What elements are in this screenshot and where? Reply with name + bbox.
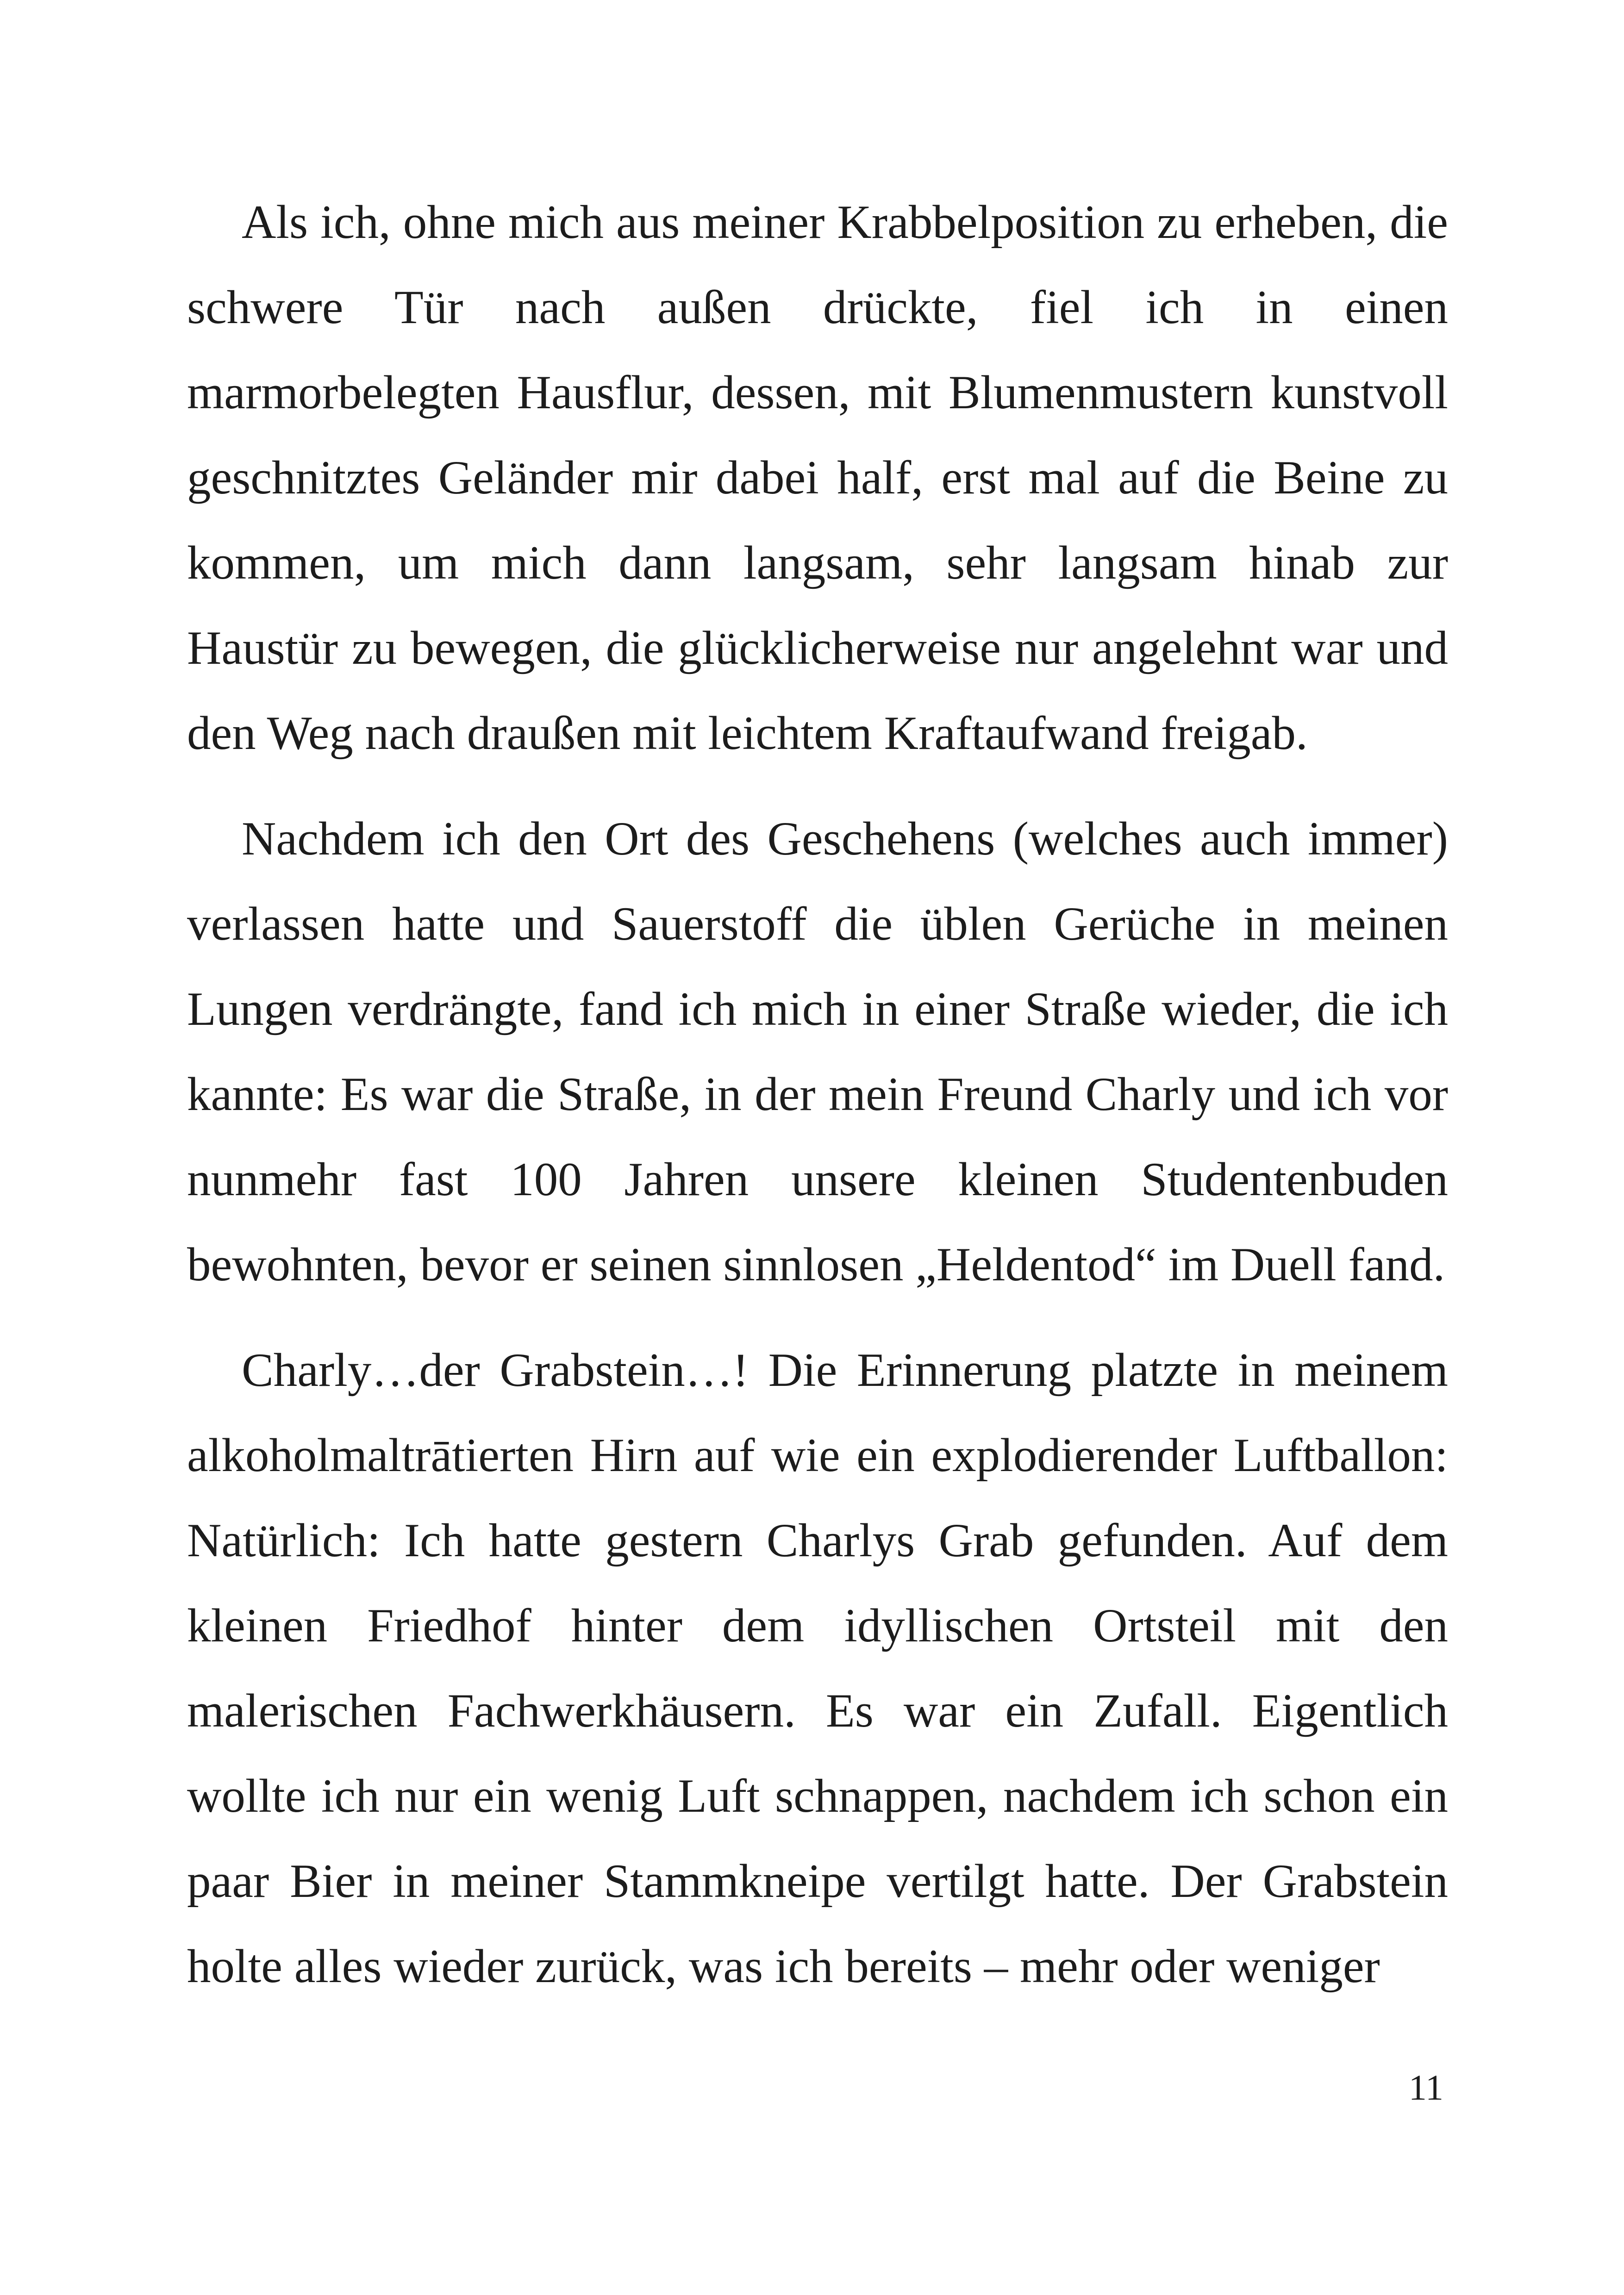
paragraph-3: Charly…der Grabstein…! Die Erinnerung platzte in meinem alkoholmaltrātierten Hirn auf wie ein explodierender Luftballon: Natürlich: Ich hatte gestern Charlys Grab gefunden. Auf dem kleinen Friedhof hinter dem idyllischen Ortsteil mit den malerischen Fachwerkhäusern. Es war ein Zufall. Eigentlich wollte ich nur ein wenig Luft schnappen, nachdem ich schon ein paar Bier in meiner Stammkneipe vertilgt hatte. Der Grabstein holte alles wieder zurück, was ich bereits – mehr oder weniger: [187, 1344, 1448, 1993]
page-number: 11: [1408, 2067, 1443, 2108]
paragraph-2: Nachdem ich den Ort des Geschehens (welches auch immer) verlassen hatte und Sauerstoff die üblen Gerüche in meinen Lungen verdrängte, fand ich mich in einer Straße wieder, die ich kannte: Es war die Straße, in der mein Freund Charly und ich vor nunmehr fast 100 Jahren unsere kleinen Studentenbuden bewohnten, bevor er seinen sinnlosen „Heldentod“ im Duell fand.: [187, 812, 1448, 1291]
body-text: [187, 180, 1448, 2029]
paragraph-1: Als ich, ohne mich aus meiner Krabbelposition zu erheben, die schwere Tür nach außen drückte, fiel ich in einen marmorbelegten Hausflur, dessen, mit Blumenmustern kunstvoll geschnitztes Geländer mir dabei half, erst mal auf die Beine zu kommen, um mich dann langsam, sehr langsam hinab zur Haustür zu bewegen, die glücklicherweise nur angelehnt war und den Weg nach draußen mit leichtem Kraftaufwand freigab.: [187, 196, 1448, 760]
